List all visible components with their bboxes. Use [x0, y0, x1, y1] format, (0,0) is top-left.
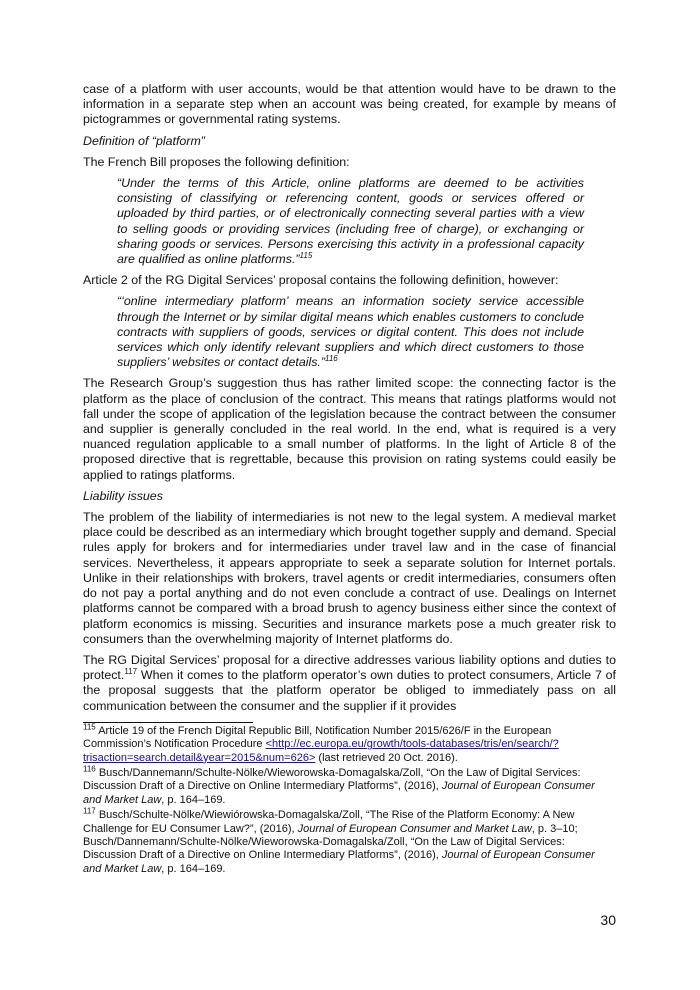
document-page — [83, 82, 616, 876]
footnote-116-journal: Journal of European Consumer and Market Law — [83, 780, 595, 806]
paragraph-article-2: Article 2 of the RG Digital Services’ proposal contains the following definition, however: — [83, 273, 559, 288]
paragraph-liability: The problem of the liability of intermediaries is not new to the legal system. A medieval market place could be described as an intermediary which brought together supply and demand. Special rules apply for brokers and for intermediaries under travel law and in the case of financial services. Nevertheless, it appears appropriate to seek a separate solution for Internet portals. Unlike in their relationships with brokers, travel agents or credit intermediaries, consumers often do not pay a portal anything and do not even conclude a contract of use. Dealings on Internet platforms cannot be compared with a broad brush to agency business either since the context of platform economics is missing. Securities and insurance markets pose a much greater risk to consumers than the overwhelming majority of Internet platforms do. — [83, 510, 616, 646]
footnote-117-journal-2: Journal of European Consumer and Market Law — [83, 849, 595, 875]
paragraph-french-bill: The French Bill proposes the following definition: — [83, 154, 350, 169]
footnote-117-middle: , p. 3–10; Busch/Dannemann/Schulte-Nölke/Wieworowska-Domagalska/Zoll, “On the Law of Digital Services: Discussion Draft of a Directive on Online Intermediary Platforms”, (2016), — [83, 822, 578, 862]
heading-liability-issues: Liability issues — [83, 488, 163, 503]
footnote-117-journal-1: Journal of European Consumer and Market Law — [297, 822, 532, 835]
footnote-separator — [83, 722, 253, 723]
heading-definition-platform: Definition of “platform” — [83, 133, 205, 148]
paragraph-rg-text-a: The RG Digital Services’ proposal for a directive addresses various liability options and duties to protect. — [83, 652, 616, 683]
quote-rg-definition — [117, 294, 584, 370]
footnote-ref-115[interactable]: 115 — [299, 250, 313, 260]
footnote-117-text: Busch/Schulte-Nölke/Wiewiórowska-Domagalska/Zoll, “The Rise of the Platform Economy: A New Challenge for EU Consumer Law?”, (2016), — [83, 809, 575, 835]
paragraph-research-group: The Research Group’s suggestion thus has rather limited scope: the connecting factor is the platform as the place of conclusion of the contract. This means that ratings platforms would not fall under the scope of application of the legislation because the contract between the consumer and supplier is generally concluded in the real world. In the end, what is required is a very nuanced regulation applicable to a small number of platforms. In the light of Article 8 of the proposed directive that is regrettable, because this provision on rating systems could easily be applied to ratings platforms. — [83, 376, 616, 482]
footnote-115-number: 115 — [83, 722, 96, 732]
footnote-ref-116[interactable]: 116 — [324, 354, 338, 364]
quote-french-definition — [117, 176, 584, 267]
quote-rg-text: “‘online intermediary platform’ means an information society service accessible through the Internet or by similar digital means which enables customers to conclude contracts with suppliers of goods, services or digital content. This does not include services which only identify relevant suppliers and which direct customers to those suppliers’ websites or contact details.” — [117, 294, 584, 370]
footnote-115-text: Article 19 of the French Digital Republic Bill, Notification Number 2015/626/F in the European Commission’s Notification Procedure — [83, 724, 552, 751]
footnote-117 — [83, 806, 616, 876]
footnote-116-tail: , p. 164–169. — [161, 793, 226, 806]
footnote-116 — [83, 764, 616, 807]
footnote-115-link[interactable]: <http://ec.europa.eu/growth/tools-databases/tris/en/search/?trisaction=search.detail&year=2015&num=626> — [83, 738, 559, 764]
footnote-117-tail: , p. 164–169. — [161, 862, 226, 875]
paragraph-intro: case of a platform with user accounts, would be that attention would have to be drawn to the information in a separate step when an account was being created, for example by means of pictogrammes or governmental rating systems. — [83, 82, 616, 127]
quote-french-text: “Under the terms of this Article, online platforms are deemed to be activities consisting of classifying or referencing content, goods or services offered or uploaded by third parties, or of electronically connecting several parties with a view to selling goods or providing services (including free of charge), or exchanging or sharing goods or services. Persons exercising this activity in a professional capacity are qualified as online platforms.” — [117, 176, 584, 267]
page-number: 30 — [600, 912, 616, 928]
paragraph-rg-proposal — [83, 653, 616, 714]
footnote-115 — [83, 722, 616, 765]
footnote-ref-117[interactable]: 117 — [124, 666, 138, 676]
paragraph-rg-text-b: When it comes to the platform operator’s own duties to protect consumers, Article 7 of the proposal suggests that the platform operator be obliged to immediately pass on all communication between the consumer and the supplier if it provides — [83, 668, 616, 713]
footnote-115-tail: (last retrieved 20 Oct. 2016). — [315, 751, 458, 764]
footnote-117-number: 117 — [83, 806, 96, 816]
footnote-116-text: Busch/Dannemann/Schulte-Nölke/Wieworowska-Domagalska/Zoll, “On the Law of Digital Services: Discussion Draft of a Directive on Online Intermediary Platforms”, (2016), — [83, 766, 581, 793]
footnote-116-number: 116 — [83, 764, 96, 774]
